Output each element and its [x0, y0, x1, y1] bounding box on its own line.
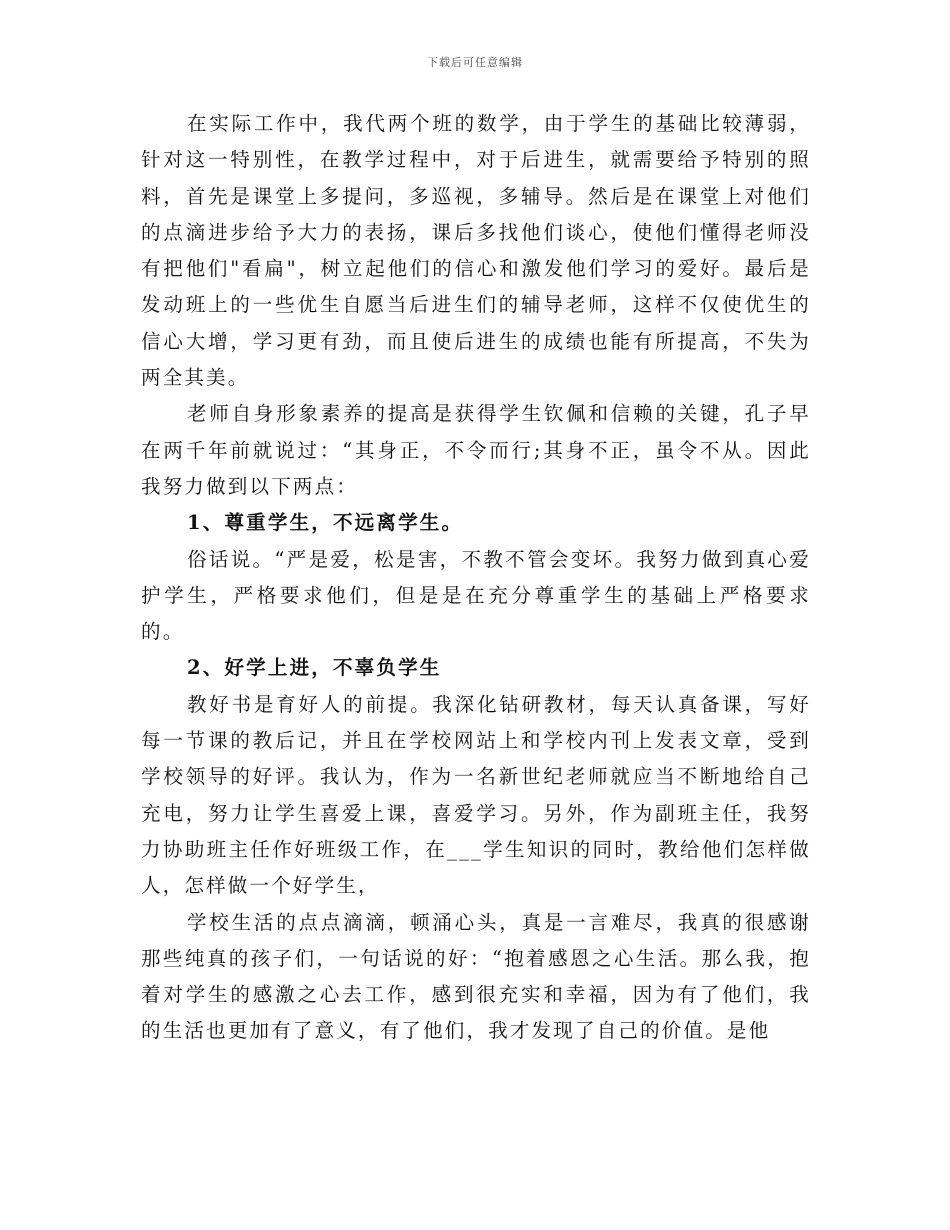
- document-body: [141, 106, 811, 1050]
- paragraph-2: 老师自身形象素养的提高是获得学生钦佩和信赖的关键，孔子早在两千年前就说过：“其身正，不令而行;其身不正，虽令不从。因此我努力做到以下两点：: [141, 402, 811, 498]
- section-heading-1: 1、尊重学生，不远离学生。: [187, 511, 464, 535]
- paragraph-1: 在实际工作中，我代两个班的数学，由于学生的基础比较薄弱，针对这一特别性，在教学过程中，对于后进生，就需要给予特别的照料，首先是课堂上多提问，多巡视，多辅导。然后是在课堂上对他们的点滴进步给予大力的表扬，课后多找他们谈心，使他们懂得老师没有把他们"看扁"，树立起他们的信心和激发他们学习的爱好。最后是发动班上的一些优生自愿当后进生们的辅导老师，这样不仅使优生的信心大增，学习更有劲，而且使后进生的成绩也能有所提高，不失为两全其美。: [141, 112, 811, 390]
- paragraph-4: 教好书是育好人的前提。我深化钻研教材，每天认真备课，写好每一节课的教后记，并且在学校网站上和学校内刊上发表文章，受到学校领导的好评。我认为，作为一名新世纪老师就应当不断地给自己充电，努力让学生喜爱上课，喜爱学习。另外，作为副班主任，我努力协助班主任作好班级工作，在___学生知识的同时，教给他们怎样做人，怎样做一个好学生，: [141, 692, 811, 898]
- section-heading-2: 2、好学上进，不辜负学生: [187, 656, 442, 680]
- page-header: 下载后可任意编辑: [427, 56, 523, 69]
- paragraph-3: 俗话说。“严是爱，松是害，不教不管会变坏。我努力做到真心爱护学生，严格要求他们，但是是在充分尊重学生的基础上严格要求的。: [141, 547, 811, 644]
- paragraph-5: 学校生活的点点滴滴，顿涌心头，真是一言难尽，我真的很感谢那些纯真的孩子们，一句话说的好：“抱着感恩之心生活。那么我，抱着对学生的感激之心去工作，感到很充实和幸福，因为有了他们，我的生活也更加有了意义，有了他们，我才发现了自己的价值。是他: [141, 910, 811, 1043]
